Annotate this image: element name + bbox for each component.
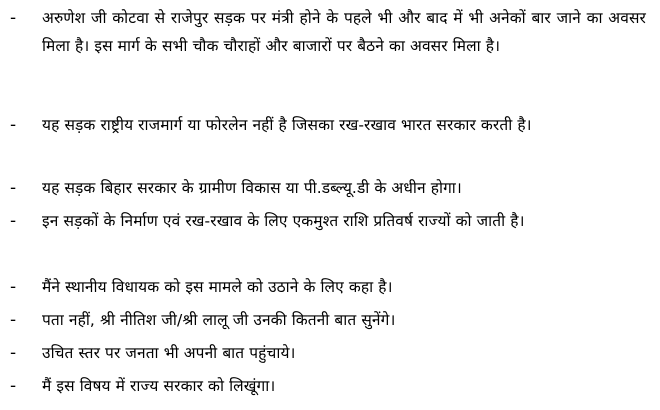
list-item-text: यह सड़क बिहार सरकार के ग्रामीण विकास या पी.डब्ल्यू.डी के अधीन होगा। (42, 179, 462, 197)
bullet-dash: - (10, 310, 17, 330)
bullet-dash: - (10, 178, 17, 198)
list-item-text: उचित स्तर पर जनता भी अपनी बात पहुंचाये। (42, 344, 296, 362)
bullet-dash: - (10, 115, 17, 135)
list-item-text: मैंने स्थानीय विधायक को इस मामले को उठाने के लिए कहा है। (42, 278, 393, 296)
bullet-dash: - (10, 376, 17, 396)
list-item-text: अरुणेश जी कोटवा से राजेपुर सड़क पर मंत्री होने के पहले भी और बाद में भी अनेकों बार जाने का अवसर मिला है। इस मार्ग के सभी चौक चौराहों और बाजारों पर बैठने का अवसर मिला है। (42, 9, 646, 55)
list-item-text: यह सड़क राष्ट्रीय राजमार्ग या फोरलेन नहीं है जिसका रख-रखाव भारत सरकार करती है। (42, 116, 532, 134)
bullet-dash: - (10, 277, 17, 297)
bullet-dash: - (10, 211, 17, 231)
bullet-dash: - (10, 8, 17, 28)
list-item-text: इन सड़कों के निर्माण एवं रख-रखाव के लिए एकमुश्त राशि प्रतिवर्ष राज्यों को जाती है। (42, 212, 525, 230)
bullet-dash: - (10, 343, 17, 363)
list-item-text: मैं इस विषय में राज्य सरकार को लिखूंगा। (42, 377, 276, 395)
list-item-text: पता नहीं, श्री नीतिश जी/श्री लालू जी उनकी कितनी बात सुनेंगे। (42, 311, 396, 329)
